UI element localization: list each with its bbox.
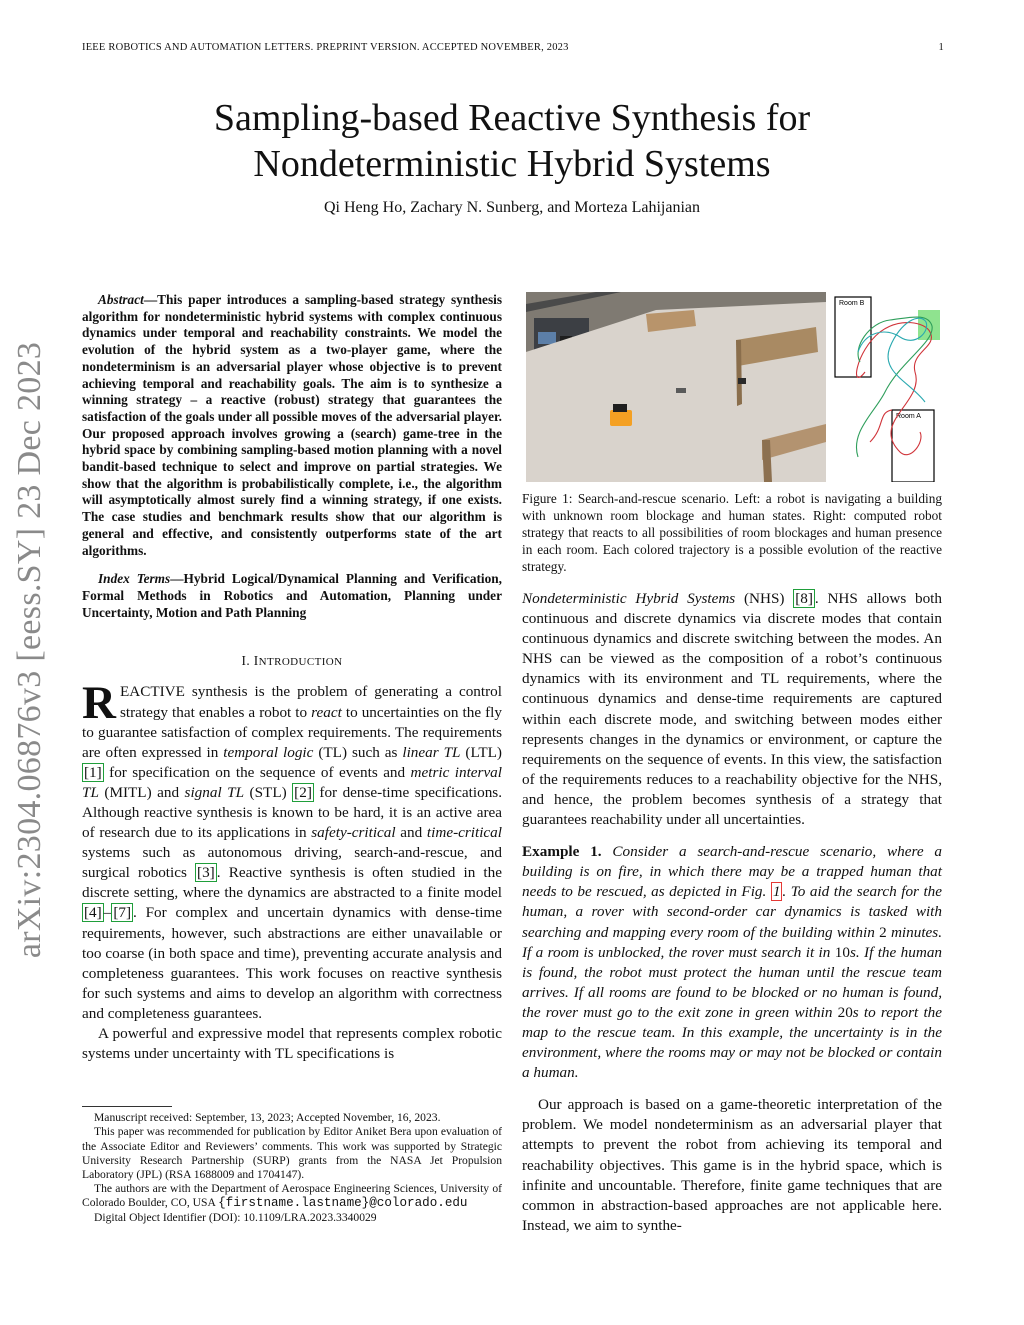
figure-1-caption: Figure 1: Search-and-rescue scenario. Left: a robot is navigating a building with unknown room blockage and human states. Right: computed robot strategy that reacts to all possibilities of room blockages and human presence in each room. Each colored trajectory is a possible evolution of the reactive strategy. [522, 491, 942, 574]
room-b-label: Room B [839, 300, 865, 307]
abstract-text: —This paper introduces a sampling-based strategy synthesis algorithm for nondeterministic hybrid systems with complex continuous dynamics under temporal and reachability constraints. We model the evolution of the hybrid system as a two-player game, where the nondeterminism is an adversarial player whose objective is to prevent achieving temporal and reachability goals. The aim is to synthesize a winning strategy – a reactive (robust) strategy that guarantees the satisfaction of the goals under all possible moves of the adversarial player. Our proposed approach involves growing a (search) game-tree in the hybrid space by combining sampling-based motion planning with a novel bandit-based technique to select and improve on partial strategies. We show that the algorithm is probabilistically complete, i.e., the algorithm will asymptotically almost surely find a winning strategy, if one exists. The case studies and benchmark results show that our algorithm is general and effective, and consistently outperforms state of the art algorithms. [82, 292, 502, 558]
room-a-label: Room A [896, 413, 921, 420]
index-terms-label: Index Terms [98, 571, 171, 587]
citation-link[interactable]: [1] [84, 763, 102, 781]
footnote-divider [82, 1106, 172, 1107]
abstract [82, 292, 502, 559]
author-list: Qi Heng Ho, Zachary N. Sunberg, and Morteza Lahijanian [323, 199, 701, 216]
author-email[interactable]: {firstname.lastname}@colorado.edu [218, 1196, 468, 1211]
citation-link[interactable]: [2] [294, 783, 312, 801]
index-terms [82, 571, 502, 621]
citation-link[interactable]: [4] [84, 904, 102, 922]
index-terms-text: —Hybrid Logical/Dynamical Planning and Verification, Formal Methods in Robotics and Automation, Planning under Uncertainty, Motion and Path Planning [82, 571, 502, 620]
left-column [82, 292, 502, 1225]
citation-link[interactable]: [3] [197, 864, 215, 882]
right-column [522, 292, 942, 1236]
section-numeral: I. I [241, 653, 259, 669]
figure-reference-link[interactable]: 1 [772, 883, 781, 901]
approach-paragraph: Our approach is based on a game-theoretic interpretation of the problem. We model nondeterminism as an adversarial player that attempts to prevent the robot from achieving its temporal and reachability objectives. This game is in the hybrid space, which is infinite and uncountable. Therefore, finite game techniques that are common in abstraction-based approaches are not applicable here. Instead, we aim to synthe- [522, 1096, 942, 1234]
citation-link[interactable]: [8] [795, 590, 813, 607]
arxiv-sidebar [0, 340, 60, 960]
footnote-doi: Digital Object Identifier (DOI): 10.1109/LRA.2023.3340029 [94, 1210, 377, 1224]
section-title: NTRODUCTION [258, 656, 343, 669]
footnote-affiliation: The authors are with the Department of Aerospace Engineering Sciences, University of Colorado Boulder, CO, USA {firstname.lastname}@colorado.edu [82, 1182, 502, 1211]
footnotes [82, 1111, 502, 1225]
figure-1 [522, 292, 942, 482]
abstract-label: Abstract [98, 292, 144, 307]
section-heading-introduction [82, 651, 502, 672]
title-line-1: Sampling-based Reactive Synthesis for [213, 97, 811, 139]
running-title: IEEE ROBOTICS AND AUTOMATION LETTERS. PREPRINT VERSION. ACCEPTED NOVEMBER, 2023 [82, 42, 569, 53]
running-header [82, 42, 944, 53]
robot-photo [526, 292, 826, 482]
arxiv-identifier: arXiv:2304.06876v3 [eess.SY] 23 Dec 2023 [11, 341, 48, 959]
example-label: Example 1. [522, 843, 602, 861]
nhs-paragraph: Nondeterministic Hybrid Systems (NHS) [8] . NHS allows both continuous and discrete dynamics via discrete modes that contain continuous dynamics and discrete switching between the modes. An NHS can be viewed as the composition of a robot’s continuous dynamics with its environment and TL requirements, where the continuous dynamics and dense-time requirements are captured within each discrete mode, and switching between modes either represents changes in the dynamics or environment, or capture the requirements on the sequence of events. In this view, the satisfaction of the requirements reduces to a reachability objective for the NHS, and hence, the problem becomes synthesis of a strategy that guarantees reachability under all uncertainties. [522, 590, 942, 829]
strategy-diagram [830, 292, 942, 482]
citation-link[interactable]: [7] [113, 904, 132, 922]
title-line-2: Nondeterministic Hybrid Systems [253, 143, 771, 185]
intro-paragraph-2: A powerful and expressive model that represents complex robotic systems under uncertainty with TL specifications is [82, 1025, 502, 1063]
footnote-received: Manuscript received: September, 13, 2023; Accepted November, 16, 2023. [94, 1111, 441, 1125]
paper-title [0, 95, 1024, 187]
example-1: Example 1. Consider a search-and-rescue scenario, where a building is on fire, in which there may be a trapped human that needs to be rescued, as depicted in Fig. 1 . To aid the search for the human, a rover with second-order car dynamics is tasked with searching and mapping every room of the building within 2 minutes. If a room is unblocked, the rover must search it in 10s. If the human is found, the robot must protect the human until the rescue team arrives. If all rooms are found to be blocked or no human is found, the rover must go to the exit zone in green within 20s to report the map to the rescue team. In this example, the uncertainty is in the environment, where the rooms may or may not be blocked or contain a human. [522, 843, 943, 1082]
footnote-funding: This paper was recommended for publication by Editor Aniket Bera upon evaluation of the Associate Editor and Reviewers’ comments. This work was supported by Strategic University Research Partnership (SURP) grants from the NASA Jet Propulsion Laboratory (JPL) (RSA 1688009 and 1704147). [82, 1125, 502, 1182]
page-number: 1 [938, 42, 944, 53]
intro-paragraph-1: REACTIVE synthesis is the problem of generating a control strategy that enables a robot to react to uncertainties on the fly to guarantee satisfaction of complex requirements. The requirements are often expressed in temporal logic (TL) such as linear TL (LTL) [1] for specification on the sequence of events and metric interval TL (MITL) and signal TL (STL) [2] for dense-time specifications. Although reactive synthesis is known to be hard, it is an active area of research due to its applications in safety-critical and time-critical systems such as autonomous driving, search-and-rescue, and surgical robotics [3] . Reactive synthesis is often studied in the discrete setting, where the dynamics are abstracted to a finite model [4] – [7] . For complex and uncertain dynamics with dense-time requirements, however, such abstractions are either unavailable or too coarse (in both space and time), preventing accurate analysis and completeness guarantees. This work focuses on reactive synthesis for such systems and aims to develop an algorithm with correctness and completeness guarantees. [82, 677, 503, 1022]
drop-cap: R [82, 677, 116, 730]
